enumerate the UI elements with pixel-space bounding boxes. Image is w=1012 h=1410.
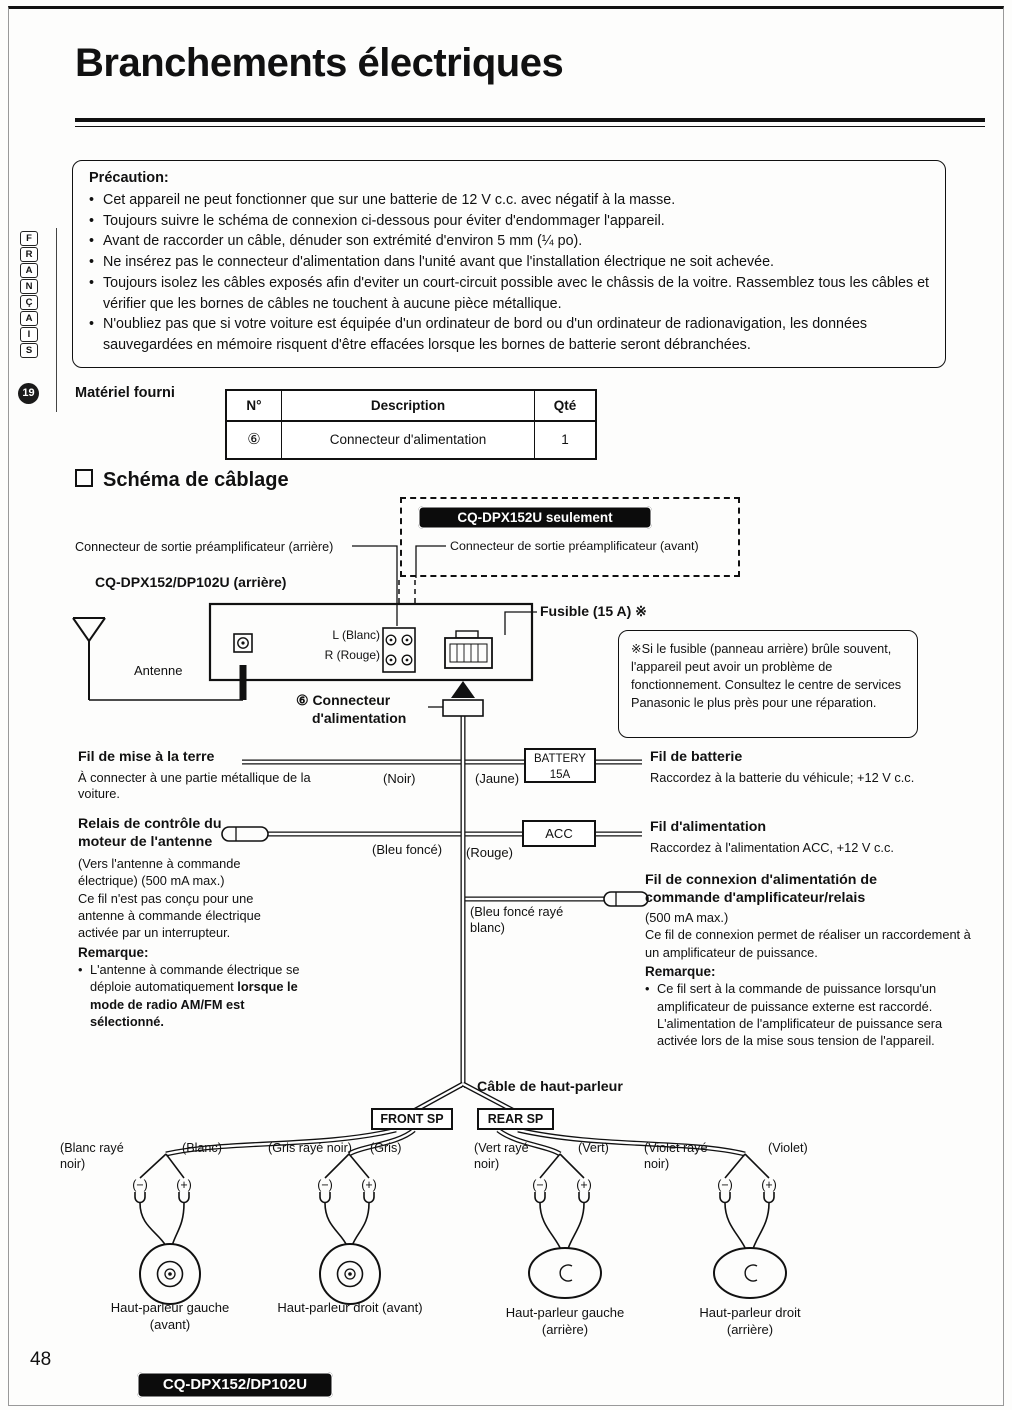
amp-control-block bbox=[645, 872, 980, 1050]
sidebar-letter: A bbox=[20, 311, 38, 326]
speaker-rear-left-icon bbox=[529, 1248, 601, 1298]
speaker-caption: Haut-parleur droit (avant) bbox=[277, 1300, 423, 1315]
speaker-caption: Haut-parleur gauche (arrière) bbox=[505, 1305, 625, 1337]
amp-control-remark: • Ce fil sert à la commande de puissance lorsqu'un amplificateur de puissance externe est raccordé. L'alimentation de l'amplificateur de puissance sera activée lors de la mise sous tension de l'appareil. bbox=[645, 980, 962, 1050]
sidebar-letter: A bbox=[20, 263, 38, 278]
battery-fuse-line2: 15A bbox=[549, 769, 571, 781]
precaution-bullet: • N'oubliez pas que si votre voiture est équipée d'un ordinateur de bord ou d'un ordinateur de radionavigation, les données sauvegardées en mémoire risquent d'être effacées lorsque les bornes de batterie seront débranchées. bbox=[89, 314, 929, 355]
materiel-table bbox=[225, 389, 597, 460]
preout-rear-label: Connecteur de sortie préamplificateur (arrière) bbox=[75, 540, 334, 554]
page-title: Branchements électriques bbox=[75, 41, 564, 85]
speaker-lead-wires bbox=[140, 1203, 769, 1252]
precaution-box bbox=[72, 160, 946, 368]
speaker-caption: Haut-parleur droit (arrière) bbox=[699, 1305, 801, 1337]
section-heading-text: Schéma de câblage bbox=[103, 469, 289, 491]
precaution-bullet: • Ne insérez pas le connecteur d'alimentation dans l'unité avant que l'installation électrique ne soit achevée. bbox=[89, 252, 929, 273]
speaker-wire-color: (Blanc rayé noir) bbox=[60, 1141, 124, 1172]
speaker-rear-right-icon bbox=[714, 1248, 786, 1298]
table-cell-qty: 1 bbox=[535, 421, 597, 459]
table-cell-num: ⑥ bbox=[226, 421, 282, 459]
antenna-relay-title: Relais de contrôle du moteur de l'antenne bbox=[78, 816, 222, 850]
speaker-wire-color: (Violet) bbox=[768, 1141, 808, 1155]
fuse-note-box: ※Si le fusible (panneau arrière) brûle souvent, l'appareil peut avoir un problème de fonctionnement. Consultez le centre de services Panasonic le plus près pour une réparation. bbox=[618, 630, 918, 738]
unit-label: CQ-DPX152/DP102U (arrière) bbox=[95, 574, 287, 590]
polarity-neg: (−) bbox=[132, 1178, 148, 1192]
amp-terminal-icon bbox=[604, 892, 648, 906]
speaker-wire-color: (Gris) bbox=[370, 1141, 402, 1155]
sidebar-letter: F bbox=[20, 231, 38, 246]
battery-fuse-box bbox=[524, 748, 596, 783]
speaker-wire-color: (Blanc) bbox=[182, 1141, 222, 1155]
speaker-front-left-icon bbox=[140, 1244, 200, 1304]
wire-color-noir: (Noir) bbox=[383, 771, 416, 786]
sidebar-tab bbox=[20, 231, 38, 359]
fuse-label: Fusible (15 A) ※ bbox=[540, 603, 647, 619]
antenna-relay-info1: (Vers l'antenne à commande électrique) (500 mA max.) bbox=[78, 855, 241, 889]
table-row bbox=[226, 421, 596, 459]
sidebar-page-badge: 19 bbox=[18, 383, 39, 404]
precaution-bullet: • Toujours suivre le schéma de connexion ci-dessous pour éviter d'endommager l'appareil. bbox=[89, 211, 929, 232]
preout-front-label: Connecteur de sortie préamplificateur (avant) bbox=[450, 539, 699, 553]
antenna-label: Antenne bbox=[134, 663, 183, 678]
fuse-holder-box bbox=[443, 700, 483, 716]
antenna-relay-block bbox=[78, 816, 300, 1031]
antenna-icon bbox=[73, 618, 105, 700]
power-connector-label-line2: d'alimentation bbox=[312, 709, 407, 726]
antenna-jack-icon bbox=[234, 634, 252, 652]
wire-color-bleu-fonce: (Bleu foncé) bbox=[372, 842, 443, 857]
polarity-pos: (+) bbox=[176, 1178, 192, 1192]
battery-fuse-line1: BATTERY bbox=[534, 753, 586, 765]
jack-r-label: R (Rouge) bbox=[324, 648, 380, 662]
materiel-label: Matériel fourni bbox=[75, 385, 175, 401]
acc-wire-desc: Raccordez à l'alimentation ACC, +12 V c.c. bbox=[650, 840, 894, 855]
model-badge: CQ-DPX152/DP102U bbox=[137, 1372, 333, 1398]
sidebar-letter: S bbox=[20, 343, 38, 358]
amp-control-desc: Ce fil de connexion permet de réaliser un raccordement à un amplificateur de puissance. bbox=[645, 927, 971, 960]
speaker-wire-color: (Vert) bbox=[578, 1141, 609, 1155]
speaker-wire-color: (Vert rayé noir) bbox=[474, 1141, 529, 1172]
rear-sp-box: REAR SP bbox=[477, 1108, 554, 1130]
wire-color-bleu-raye: (Bleu foncé rayé blanc) bbox=[470, 904, 564, 936]
antenna-relay-remark bbox=[78, 961, 320, 1031]
sidebar-rule bbox=[56, 228, 57, 412]
acc-box: ACC bbox=[522, 820, 596, 847]
ground-desc: À connecter à une partie métallique de la voiture. bbox=[78, 770, 311, 802]
polarity-neg: (−) bbox=[317, 1178, 333, 1192]
battery-wire-desc: Raccordez à la batterie du véhicule; +12 V c.c. bbox=[650, 770, 915, 785]
polarity-pos: (+) bbox=[361, 1178, 377, 1192]
table-header-desc: Description bbox=[282, 390, 535, 421]
polarity-neg: (−) bbox=[532, 1178, 548, 1192]
terminal-hook-icons bbox=[135, 1192, 774, 1203]
polarity-neg: (−) bbox=[717, 1178, 733, 1192]
amp-control-title: Fil de connexion d'alimentatión de commande d'amplificateur/relais bbox=[645, 872, 877, 906]
title-rule bbox=[75, 118, 985, 127]
power-connector-label bbox=[296, 692, 406, 728]
speaker-cable-label: Câble de haut-parleur bbox=[477, 1079, 623, 1095]
remark-text-bold: lorsque le mode de radio AM/FM est sélectionné. bbox=[90, 979, 298, 1030]
sidebar-letter: Ç bbox=[20, 295, 38, 310]
precaution-bullet: • Cet appareil ne peut fonctionner que sur une batterie de 12 V c.c. avec négatif à la masse. bbox=[89, 190, 929, 211]
amp-control-remark-heading: Remarque: bbox=[645, 963, 716, 979]
wire-color-rouge: (Rouge) bbox=[466, 845, 513, 860]
cq-dpx152u-only-badge: CQ-DPX152U seulement bbox=[418, 506, 652, 529]
front-sp-box: FRONT SP bbox=[371, 1108, 453, 1130]
table-cell-desc: Connecteur d'alimentation bbox=[282, 421, 535, 459]
polarity-pos: (+) bbox=[761, 1178, 777, 1192]
speaker-wire-color: (Gris rayé noir) bbox=[268, 1141, 352, 1155]
remark-text: L'antenne à commande électrique se déploie automatiquement bbox=[90, 962, 300, 995]
speaker-wire-color: (Violet rayé noir) bbox=[644, 1141, 708, 1172]
ground-title: Fil de mise à la terre bbox=[78, 749, 215, 765]
sidebar-letter: R bbox=[20, 247, 38, 262]
page-number: 48 bbox=[30, 1349, 52, 1370]
table-header-qty: Qté bbox=[535, 390, 597, 421]
speaker-front-right-icon bbox=[320, 1244, 380, 1304]
speaker-caption: Haut-parleur gauche (avant) bbox=[110, 1300, 230, 1332]
antenna-relay-remark-heading: Remarque: bbox=[78, 944, 149, 960]
acc-wire-title: Fil d'alimentation bbox=[650, 819, 767, 835]
table-header-num: N° bbox=[226, 390, 282, 421]
precaution-heading: Précaution: bbox=[89, 170, 169, 186]
antenna-relay-info2: Ce fil n'est pas conçu pour une antenne à commande électrique activée par un interrupteur. bbox=[78, 890, 261, 941]
sidebar-letter: I bbox=[20, 327, 38, 342]
rca-jacks-icon bbox=[383, 628, 415, 672]
section-square-icon bbox=[75, 469, 93, 487]
jack-l-label: L (Blanc) bbox=[332, 628, 380, 642]
wire-color-jaune: (Jaune) bbox=[475, 771, 520, 786]
precaution-bullet: • Toujours isolez les câbles exposés afin d'eviter un court-circuit possible avec le châssis de la voitre. Rassemblez tous les câbles et vérifier que les bornes de câbles ne touchent à aucune pièce métallique. bbox=[89, 273, 929, 314]
up-arrow-icon bbox=[451, 681, 475, 698]
amp-control-sub: (500 mA max.) bbox=[645, 909, 729, 925]
power-connector-label-line1: ⑥ Connecteur bbox=[296, 692, 391, 708]
battery-wire-title: Fil de batterie bbox=[650, 749, 743, 765]
sidebar-letter: N bbox=[20, 279, 38, 294]
section-heading bbox=[75, 468, 289, 494]
precaution-bullet: • Avant de raccorder un câble, dénuder son extrémité d'environ 5 mm (¼ po). bbox=[89, 231, 929, 252]
polarity-pos: (+) bbox=[576, 1178, 592, 1192]
